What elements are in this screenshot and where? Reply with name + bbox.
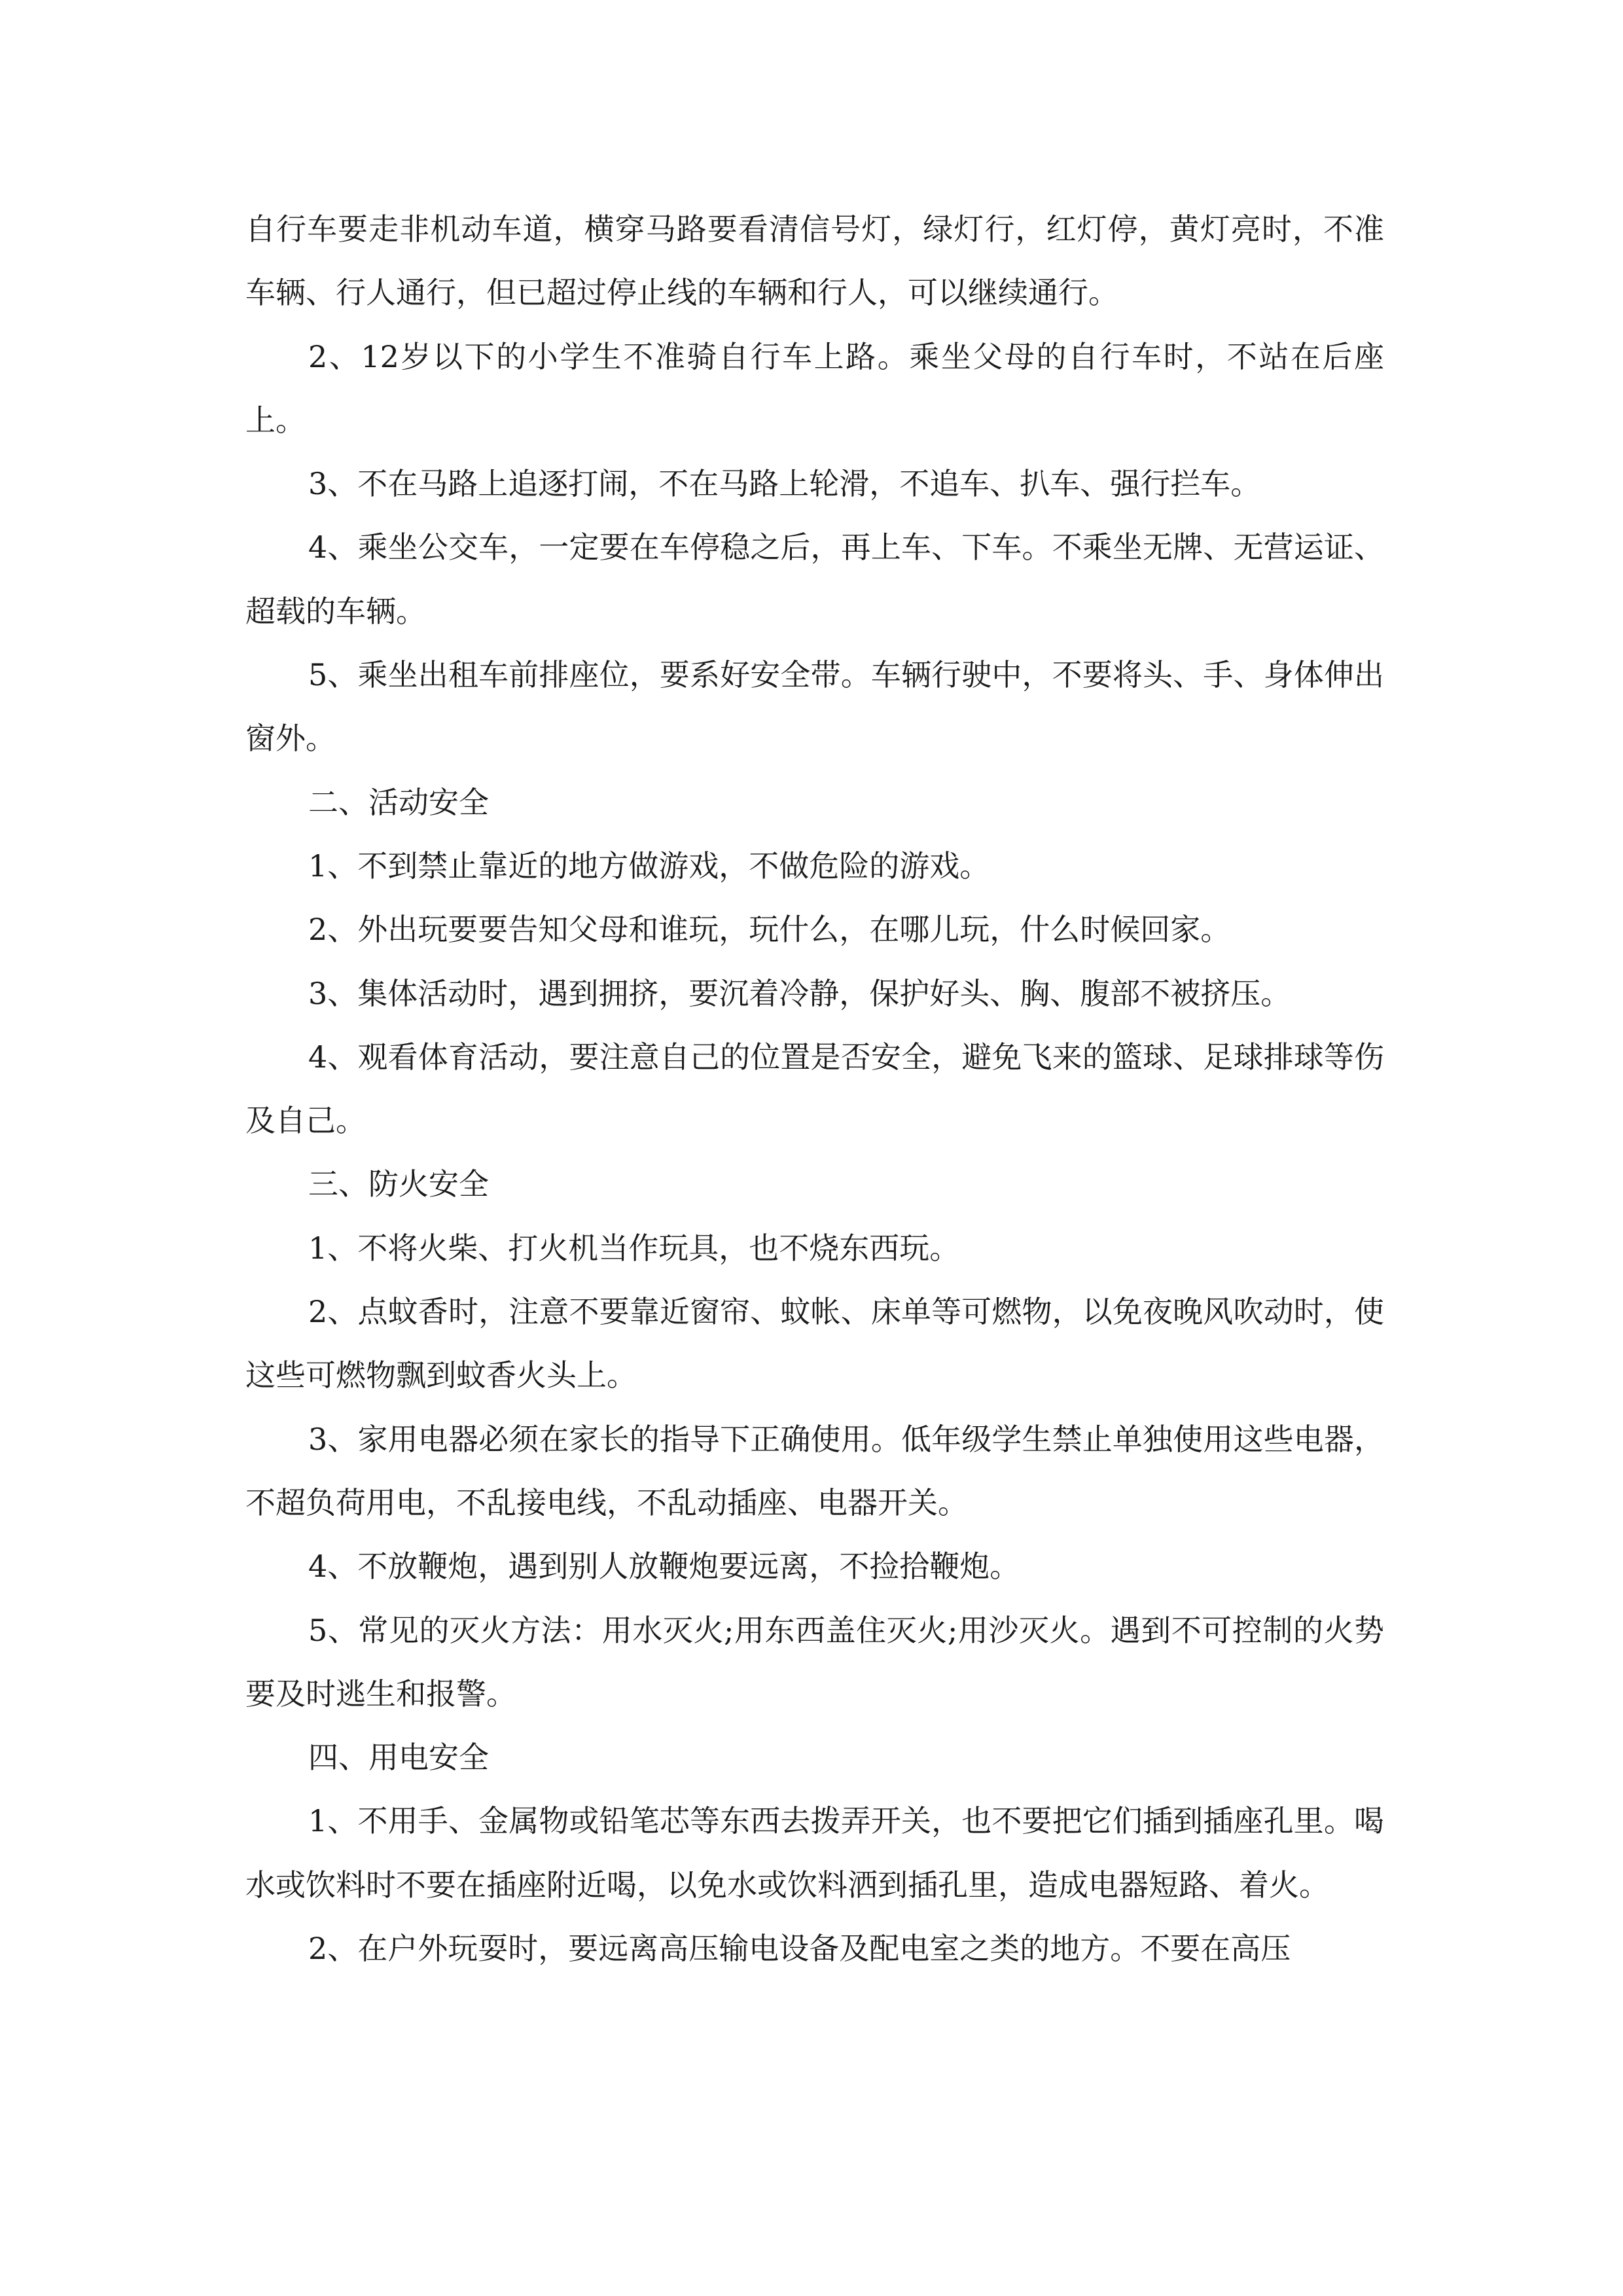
document-body <box>245 198 1384 1981</box>
paragraph-activity-rule-3: 3、集体活动时，遇到拥挤，要沉着冷静，保护好头、胸、腹部不被挤压。 <box>308 975 1291 1011</box>
paragraph-electrical-rule-1: 1、不用手、金属物或铅笔芯等东西去拨弄开关，也不要把它们插到插座孔里。喝水或饮料时不要在插座附近喝，以免水或饮料洒到插孔里，造成电器短路、着火。 <box>245 1803 1384 1903</box>
paragraph-activity-rule-4: 4、观看体育活动，要注意自己的位置是否安全，避免飞来的篮球、足球排球等伤及自己。 <box>245 1039 1384 1139</box>
section-heading-activity-safety: 二、活动安全 <box>308 784 489 820</box>
paragraph-fire-rule-2: 2、点蚊香时，注意不要靠近窗帘、蚊帐、床单等可燃物，以免夜晚风吹动时，使这些可燃物飘到蚊香火头上。 <box>245 1294 1384 1393</box>
paragraph-traffic-rule-2: 2、12岁以下的小学生不准骑自行车上路。乘坐父母的自行车时，不站在后座上。 <box>245 338 1384 438</box>
paragraph-activity-rule-2: 2、外出玩要要告知父母和谁玩，玩什么，在哪儿玩，什么时候回家。 <box>308 912 1231 948</box>
paragraph-traffic-rule-5: 5、乘坐出租车前排座位，要系好安全带。车辆行驶中，不要将头、手、身体伸出窗外。 <box>245 657 1384 757</box>
paragraph-fire-rule-5: 5、常见的灭火方法：用水灭火;用东西盖住灭火;用沙灭火。遇到不可控制的火势要及时逃生和报警。 <box>245 1612 1384 1712</box>
paragraph-fire-rule-4: 4、不放鞭炮，遇到别人放鞭炮要远离，不捡拾鞭炮。 <box>308 1549 1020 1585</box>
paragraph-traffic-rule-4: 4、乘坐公交车，一定要在车停稳之后，再上车、下车。不乘坐无牌、无营运证、超载的车辆。 <box>245 529 1384 629</box>
paragraph-traffic-rule-3: 3、不在马路上追逐打闹，不在马路上轮滑，不追车、扒车、强行拦车。 <box>308 466 1261 502</box>
paragraph-fire-rule-1: 1、不将火柴、打火机当作玩具，也不烧东西玩。 <box>308 1230 960 1266</box>
paragraph-continued: 自行车要走非机动车道，横穿马路要看清信号灯，绿灯行，红灯停，黄灯亮时，不准车辆、行人通行，但已超过停止线的车辆和行人，可以继续通行。 <box>245 211 1384 311</box>
section-heading-fire-safety: 三、防火安全 <box>308 1166 489 1202</box>
section-heading-electrical-safety: 四、用电安全 <box>308 1740 489 1776</box>
paragraph-electrical-rule-2: 2、在户外玩耍时，要远离高压输电设备及配电室之类的地方。不要在高压 <box>308 1931 1291 1967</box>
paragraph-fire-rule-3: 3、家用电器必须在家长的指导下正确使用。低年级学生禁止单独使用这些电器，不超负荷用电，不乱接电线，不乱动插座、电器开关。 <box>245 1421 1384 1520</box>
paragraph-activity-rule-1: 1、不到禁止靠近的地方做游戏，不做危险的游戏。 <box>308 848 990 884</box>
